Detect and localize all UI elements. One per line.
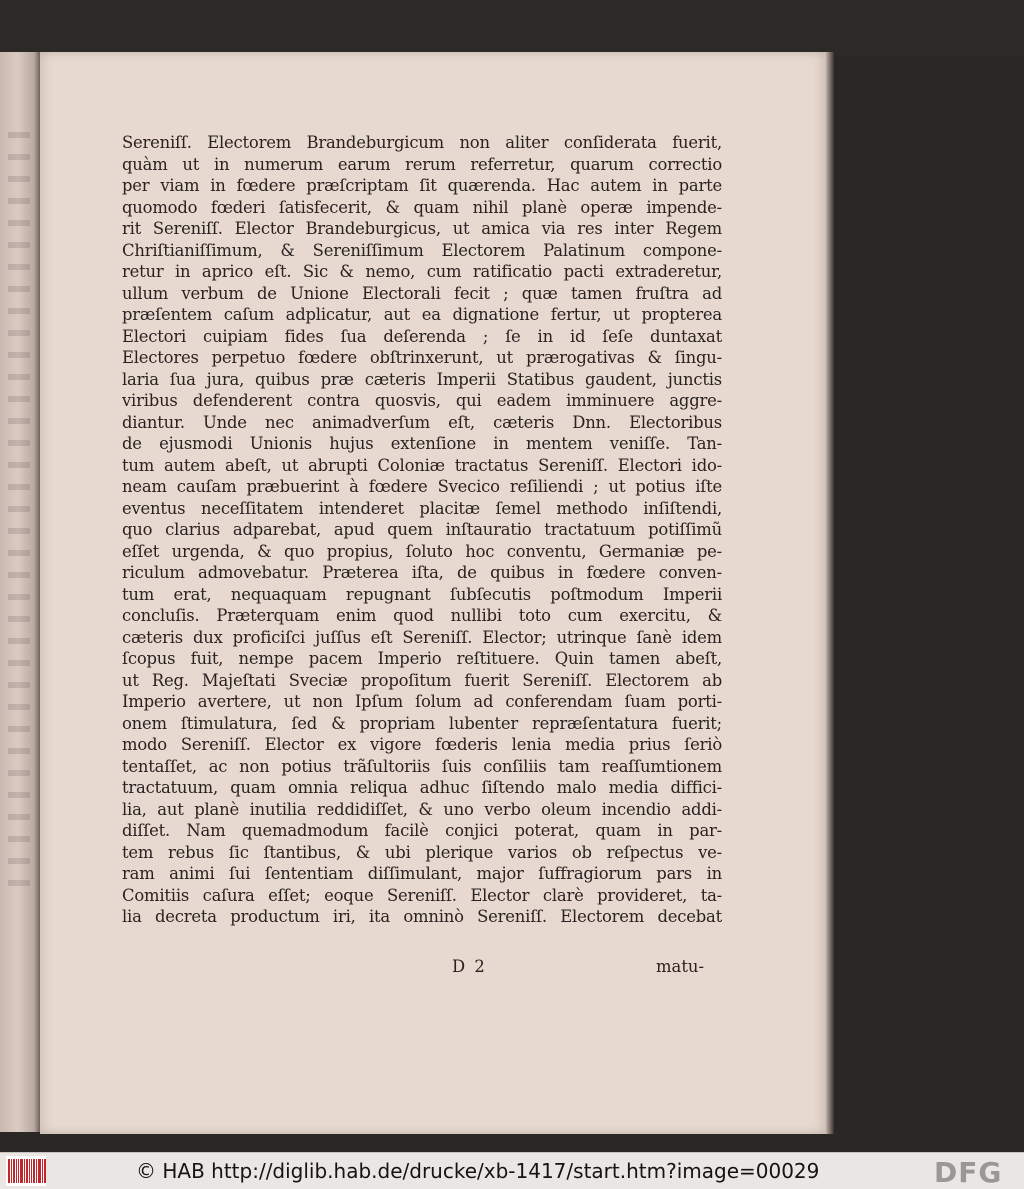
barcode-bar bbox=[26, 1159, 28, 1183]
text-line: diſſet. Nam quemadmodum facilè conjici poterat, quam in par- bbox=[122, 821, 722, 840]
scanned-page bbox=[40, 52, 828, 1134]
text-line: rit Sereniſſ. Elector Brandeburgicus, ut amica via res inter Regem bbox=[122, 219, 722, 238]
text-line: laria ſua jura, quibus præ cæteris Imperii Statibus gaudent, junctis bbox=[122, 369, 722, 389]
text-line: riculum admovebatur. Præterea iſta, de quibus in fœdere conven- bbox=[122, 563, 722, 582]
barcode-bar bbox=[33, 1159, 35, 1183]
text-line: per viam in fœdere præſcriptam ſit quærenda. Hac autem in parte bbox=[122, 176, 722, 195]
text-line: modo Sereniſſ. Elector ex vigore fœderis lenia media prius ſeriò bbox=[122, 735, 722, 754]
text-line: præſentem caſum adplicatur, aut ea dignatione fertur, ut propterea bbox=[122, 305, 722, 324]
barcode-bar bbox=[20, 1159, 23, 1183]
text-line: retur in aprico eſt. Sic & nemo, cum ratificatio pacti extraderetur, bbox=[122, 262, 722, 281]
barcode-bar bbox=[42, 1159, 43, 1183]
barcode-bar bbox=[16, 1159, 17, 1183]
barcode-bar bbox=[36, 1159, 37, 1183]
page-text-block bbox=[122, 132, 722, 928]
text-line: de ejusmodi Unionis hujus extenſione in mentem veniſſe. Tan- bbox=[122, 434, 722, 453]
text-line: tum erat, nequaquam repugnant ſubſecutis poſtmodum Imperii bbox=[122, 584, 722, 604]
dfg-logo-icon bbox=[932, 1157, 1018, 1185]
adjacent-page-text-trace bbox=[8, 132, 30, 892]
text-line: Comitiis caſura eſſet; eoque Sereniſſ. Elector clarè provideret, ta- bbox=[122, 885, 722, 905]
text-line: Electori cuipiam fides ſua deſerenda ; ſe in id ſeſe duntaxat bbox=[122, 326, 722, 346]
text-line: onem ſtimulatura, ſed & propriam lubenter repræſentatura fuerit; bbox=[122, 713, 722, 733]
text-line: quàm ut in numerum earum rerum referretur, quarum correctio bbox=[122, 154, 722, 174]
dfg-logo-text: DFG bbox=[934, 1157, 1003, 1185]
text-line: ſcopus fuit, nempe pacem Imperio reſtituere. Quin tamen abeſt, bbox=[122, 649, 722, 668]
text-line: tractatuum, quam omnia reliqua adhuc ſiſtendo malo media diffici- bbox=[122, 778, 722, 797]
page-right-edge bbox=[826, 52, 834, 1134]
text-line: tentaſſet, ac non potius trãſultoriis ſuis conſiliis tam reaſſumtionem bbox=[122, 756, 722, 776]
text-line: viribus defenderent contra quosvis, qui eadem imminuere aggre- bbox=[122, 391, 722, 410]
barcode-bar bbox=[18, 1159, 19, 1183]
bottom-info-bar bbox=[0, 1152, 1024, 1189]
catchword: matu- bbox=[656, 957, 704, 976]
footer-url-text[interactable]: © HAB http://diglib.hab.de/drucke/xb-1417/start.htm?image=00029 bbox=[136, 1159, 820, 1183]
text-line: ram animi ſui ſententiam diſſimulant, major ſuffragiorum pars in bbox=[122, 864, 722, 883]
text-line: Imperio avertere, ut non Ipſum ſolum ad conferendam ſuam porti- bbox=[122, 692, 722, 711]
signature-mark: D 2 bbox=[452, 957, 487, 976]
text-line: ut Reg. Majeſtati Sveciæ propoſitum fuerit Sereniſſ. Electorem ab bbox=[122, 670, 722, 690]
barcode-bar bbox=[44, 1159, 46, 1183]
text-line: tum autem abeſt, ut abrupti Coloniæ tractatus Sereniſſ. Electori ido- bbox=[122, 455, 722, 475]
page-footer-line bbox=[122, 955, 722, 981]
text-line: quomodo fœderi ſatisfecerit, & quam nihil planè operæ impende- bbox=[122, 197, 722, 217]
barcode-bar bbox=[38, 1159, 41, 1183]
text-line: lia, aut planè inutilia reddidiſſet, & uno verbo oleum incendio addi- bbox=[122, 799, 722, 819]
adjacent-page-edge bbox=[0, 52, 40, 1132]
text-line: Sereniſſ. Electorem Brandeburgicum non aliter conſiderata fuerit, bbox=[122, 133, 722, 152]
text-line: lia decreta productum iri, ita omninò Sereniſſ. Electorem decebat bbox=[122, 907, 722, 926]
text-line: neam cauſam præbuerint à fœdere Svecico reſiliendi ; ut potius iſte bbox=[122, 477, 722, 496]
barcode-bar bbox=[29, 1159, 30, 1183]
text-line: cæteris dux proficiſci juſſus eſt Sereniſſ. Elector; utrinque ſanè idem bbox=[122, 627, 722, 647]
text-line: Electores perpetuo fœdere obſtrinxerunt, ut prærogativas & ſingu- bbox=[122, 348, 722, 367]
text-line: eventus neceſſitatem intenderet placitæ ſemel methodo inſiſtendi, bbox=[122, 498, 722, 518]
barcode-bar bbox=[24, 1159, 25, 1183]
barcode-bar bbox=[8, 1159, 10, 1183]
text-line: concluſis. Præterquam enim quod nullibi toto cum exercitu, & bbox=[122, 606, 722, 625]
text-line: Chriſtianiſſimum, & Sereniſſimum Electorem Palatinum compone- bbox=[122, 240, 722, 260]
barcode-bar bbox=[11, 1159, 12, 1183]
top-dark-strip bbox=[0, 0, 1024, 56]
text-line: ullum verbum de Unione Electorali fecit ; quæ tamen fruſtra ad bbox=[122, 283, 722, 303]
hab-barcode-icon bbox=[6, 1156, 46, 1186]
text-line: eſſet urgenda, & quo propius, ſoluto hoc conventu, Germaniæ pe- bbox=[122, 541, 722, 561]
text-line: quo clarius adparebat, apud quem inſtauratio tractatuum potiſſimũ bbox=[122, 520, 722, 539]
barcode-bar bbox=[13, 1159, 15, 1183]
text-line: diantur. Unde nec animadverſum eſt, cæteris Dnn. Electoribus bbox=[122, 412, 722, 432]
text-line: tem rebus ſic ſtantibus, & ubi plerique varios ob reſpectus ve- bbox=[122, 842, 722, 862]
barcode-bar bbox=[31, 1159, 32, 1183]
